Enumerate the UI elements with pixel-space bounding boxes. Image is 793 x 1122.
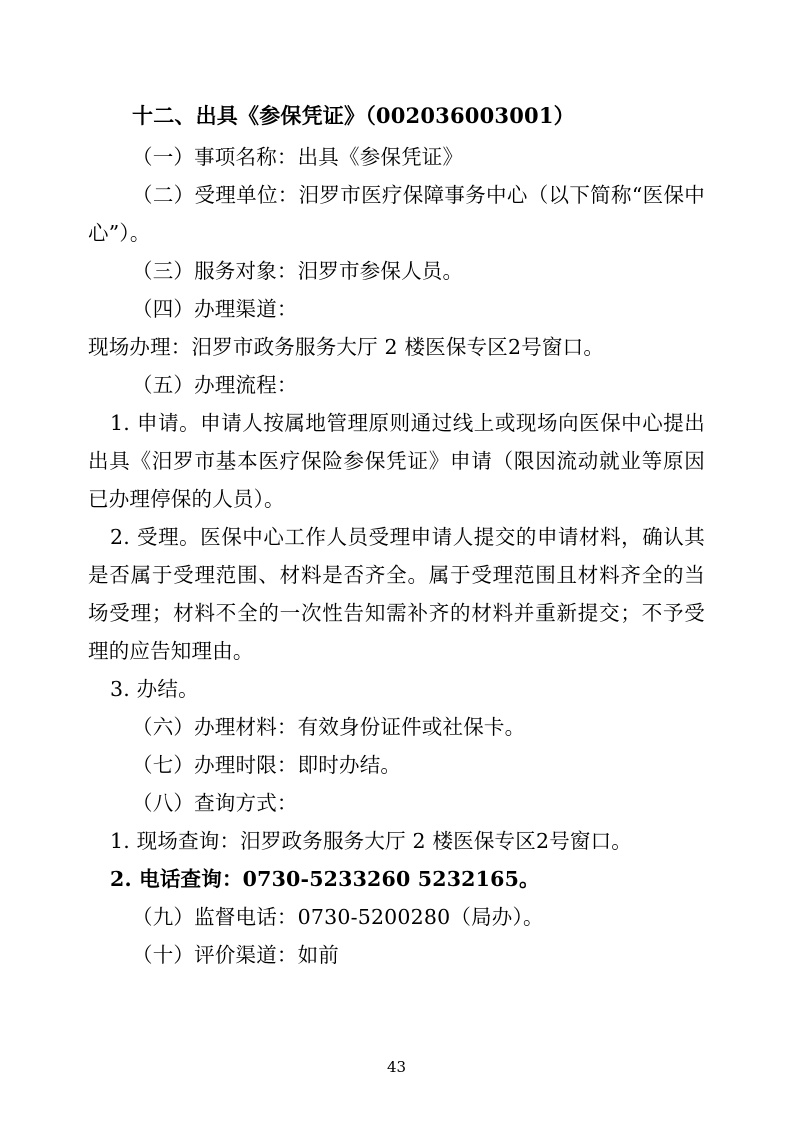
paragraph-channel-title: （四）办理渠道： [132,297,298,321]
paragraph-step-1: 1. 申请。申请人按属地管理原则通过线上或现场向医保中心提出出具《汨罗市基本医疗保险参保凭证》申请（限因流动就业等原因已办理停保的人员）。 [88,411,705,511]
paragraph-process-title: （五）办理流程： [132,373,298,397]
paragraph-inquiry-phone: 2. 电话查询：0730-5233260 5232165。 [110,867,540,891]
paragraph-supervision-phone: （九）监督电话：0730-5200280（局办）。 [132,905,544,929]
paragraph-evaluation-channel: （十）评价渠道：如前 [132,943,339,967]
paragraph-inquiry-title: （八）查询方式： [132,791,298,815]
paragraph-time-limit: （七）办理时限：即时办结。 [132,753,402,777]
paragraph-step-3: 3. 办结。 [110,677,199,701]
paragraph-service-target: （三）服务对象：汨罗市参保人员。 [132,259,464,283]
section-heading: 十二、出具《参保凭证》（002036003001） [132,103,575,128]
page-number: 43 [386,1058,407,1076]
paragraph-accepting-unit: （二）受理单位：汨罗市医疗保障事务中心（以下简称“医保中心”）。 [88,183,705,245]
paragraph-channel-onsite: 现场办理：汨罗市政务服务大厅 2 楼医保专区2号窗口。 [88,335,605,359]
paragraph-materials: （六）办理材料：有效身份证件或社保卡。 [132,715,526,739]
document-body [88,96,705,974]
paragraph-step-2: 2. 受理。医保中心工作人员受理申请人提交的申请材料，确认其是否属于受理范围、材料是否齐全。属于受理范围且材料齐全的当场受理；材料不全的一次性告知需补齐的材料并重新提交；不予受理的应告知理由。 [88,525,705,663]
paragraph-inquiry-onsite: 1. 现场查询：汨罗政务服务大厅 2 楼医保专区2号窗口。 [110,829,632,853]
paragraph-item-name: （一）事项名称：出具《参保凭证》 [132,145,464,169]
